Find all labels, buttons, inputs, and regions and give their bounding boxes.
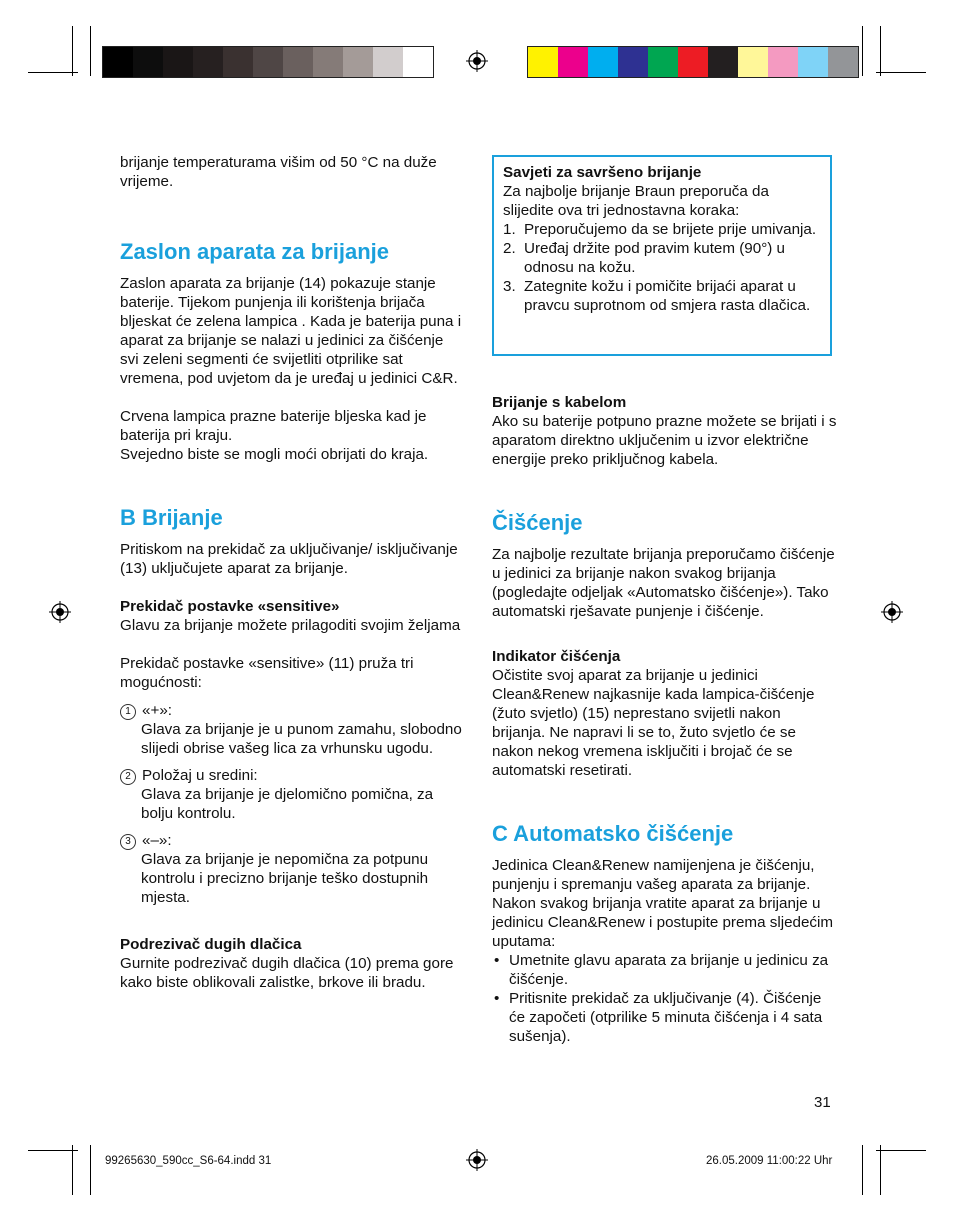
trimmer-paragraph: Gurnite podrezivač dugih dlačica (10) prema gore kako biste oblikovali zalistke, brkove ili bradu. [120, 955, 454, 991]
color-swatch [678, 47, 708, 77]
section-title-shaving: B Brijanje [120, 505, 223, 530]
option-head: «–»: [142, 832, 172, 849]
indicator-subheading: Indikator čišćenja [492, 648, 621, 665]
cord-paragraph: Ako su baterije potpuno prazne možete se brijati i s aparatom direktno uključenim u izvor električne energije preko priključnog kabela. [492, 413, 837, 468]
list-item: 1. Preporučujemo da se brijete prije umivanja. [503, 221, 817, 238]
color-swatch [618, 47, 648, 77]
auto-paragraph-2: Nakon svakog brijanja vratite aparat za brijanje u jedinicu Clean&Renew i postupite prema sljedećim uputama: [492, 895, 834, 950]
color-swatch [343, 47, 373, 77]
list-item: • Pritisnite prekidač za uključivanje (4). Čišćenje će započeti (otprilike 5 minuta čišćenja i 4 sata sušenja). [494, 990, 823, 1045]
trimmer-subheading: Podrezivač dugih dlačica [120, 936, 302, 953]
option-head: «+»: [142, 702, 172, 719]
color-swatch [828, 47, 858, 77]
option-number-icon: 1 [120, 704, 136, 720]
option-text: Glava za brijanje je djelomično pomična, za bolju kontrolu. [141, 786, 434, 822]
color-swatch [373, 47, 403, 77]
tips-content [503, 163, 823, 315]
color-swatch [768, 47, 798, 77]
display-paragraph-2: Crvena lampica prazne baterije bljeska kad je baterija pri kraju. [120, 408, 427, 444]
sensitive-option [120, 701, 465, 758]
registration-mark-icon [881, 601, 903, 623]
left-column [120, 153, 465, 992]
auto-paragraph-1: Jedinica Clean&Renew namijenjena je čišćenju, punjenju i spremanju vašeg aparata za brijanje. [492, 857, 815, 893]
option-text: Glava za brijanje je u punom zamahu, slobodno slijedi obrise vašeg lica za vrhunsku ugodu. [141, 721, 462, 757]
list-item: 3. Zategnite kožu i pomičite brijaći aparat u pravcu suprotnom od smjera rasta dlačica. [503, 278, 811, 314]
footer-timestamp: 26.05.2009 11:00:22 Uhr [706, 1155, 833, 1167]
color-swatch [798, 47, 828, 77]
section-title-cleaning: Čišćenje [492, 510, 583, 535]
color-swatch [588, 47, 618, 77]
registration-mark-icon [466, 50, 488, 72]
color-swatch [403, 47, 433, 77]
page-number: 31 [814, 1094, 831, 1111]
color-swatch [133, 47, 163, 77]
sensitive-subheading: Prekidač postavke «sensitive» [120, 598, 340, 615]
section-title-auto-cleaning: C Automatsko čišćenje [492, 821, 734, 846]
color-swatch [738, 47, 768, 77]
color-swatch [313, 47, 343, 77]
display-paragraph-3: Svejedno biste se mogli moći obrijati do kraja. [120, 446, 429, 463]
color-swatch [103, 47, 133, 77]
option-text: Glava za brijanje je nepomična za potpunu kontrolu i precizno brijanje teško dostupnih mjesta. [141, 851, 429, 906]
color-swatch [648, 47, 678, 77]
color-swatch [528, 47, 558, 77]
cord-subheading: Brijanje s kabelom [492, 394, 627, 411]
display-paragraph-1: Zaslon aparata za brijanje (14) pokazuje stanje baterije. Tijekom punjenja ili korištenja brijača bljeskat će zelena lampica . Kada je baterija puna i aparat za brijanje se nalazi u jedinici za čišćenje svi zeleni segmenti će svijetliti otprilike sat vremena, pod uvjetom da je uređaj u jedinici C&R. [120, 275, 462, 387]
sensitive-paragraph-2: Prekidač postavke «sensitive» (11) pruža tri mogućnosti: [120, 655, 414, 691]
tips-title: Savjeti za savršeno brijanje [503, 164, 702, 181]
tips-intro: Za najbolje brijanje Braun preporuča da slijedite ova tri jednostavna koraka: [503, 183, 769, 219]
color-swatch [193, 47, 223, 77]
sensitive-paragraph-1: Glavu za brijanje možete prilagoditi svojim željama [120, 617, 461, 634]
intro-text: brijanje temperaturama višim od 50 °C na duže vrijeme. [120, 154, 437, 190]
color-swatch [283, 47, 313, 77]
color-swatch [163, 47, 193, 77]
shaving-paragraph: Pritiskom na prekidač za uključivanje/ isključivanje (13) uključujete aparat za brijanje. [120, 541, 458, 577]
registration-mark-icon [49, 601, 71, 623]
color-swatch [223, 47, 253, 77]
color-swatch [708, 47, 738, 77]
indicator-paragraph: Očistite svoj aparat za brijanje u jedinici Clean&Renew najkasnije kada lampica-čišćenje (žuto svjetlo) (15) neprestano svijetli nakon brijanja. Ne napravi li se to, žuto svjetlo će se nakon nekog vremena isključiti i brojač će se automatski resetirati. [492, 667, 815, 779]
process-color-bar [527, 46, 859, 78]
right-column [492, 393, 837, 1046]
sensitive-option [120, 831, 465, 907]
footer-file-info: 99265630_590cc_S6-64.indd 31 [105, 1155, 272, 1167]
color-swatch [558, 47, 588, 77]
grayscale-color-bar [102, 46, 434, 78]
sensitive-option [120, 766, 465, 823]
option-number-icon: 3 [120, 834, 136, 850]
list-item: 2. Uređaj držite pod pravim kutem (90°) u odnosu na kožu. [503, 240, 785, 276]
list-item: • Umetnite glavu aparata za brijanje u jedinicu za čišćenje. [494, 952, 829, 988]
cleaning-paragraph: Za najbolje rezultate brijanja preporučamo čišćenje u jedinici za brijanje nakon svakog brijanja (pogledajte odjeljak «Automatsko čišćenje»). Tako automatski rješavate punjenje i čišćenje. [492, 546, 835, 620]
color-swatch [253, 47, 283, 77]
section-title-display: Zaslon aparata za brijanje [120, 239, 389, 264]
registration-mark-icon [466, 1149, 488, 1171]
option-number-icon: 2 [120, 769, 136, 785]
option-head: Položaj u sredini: [142, 767, 258, 784]
